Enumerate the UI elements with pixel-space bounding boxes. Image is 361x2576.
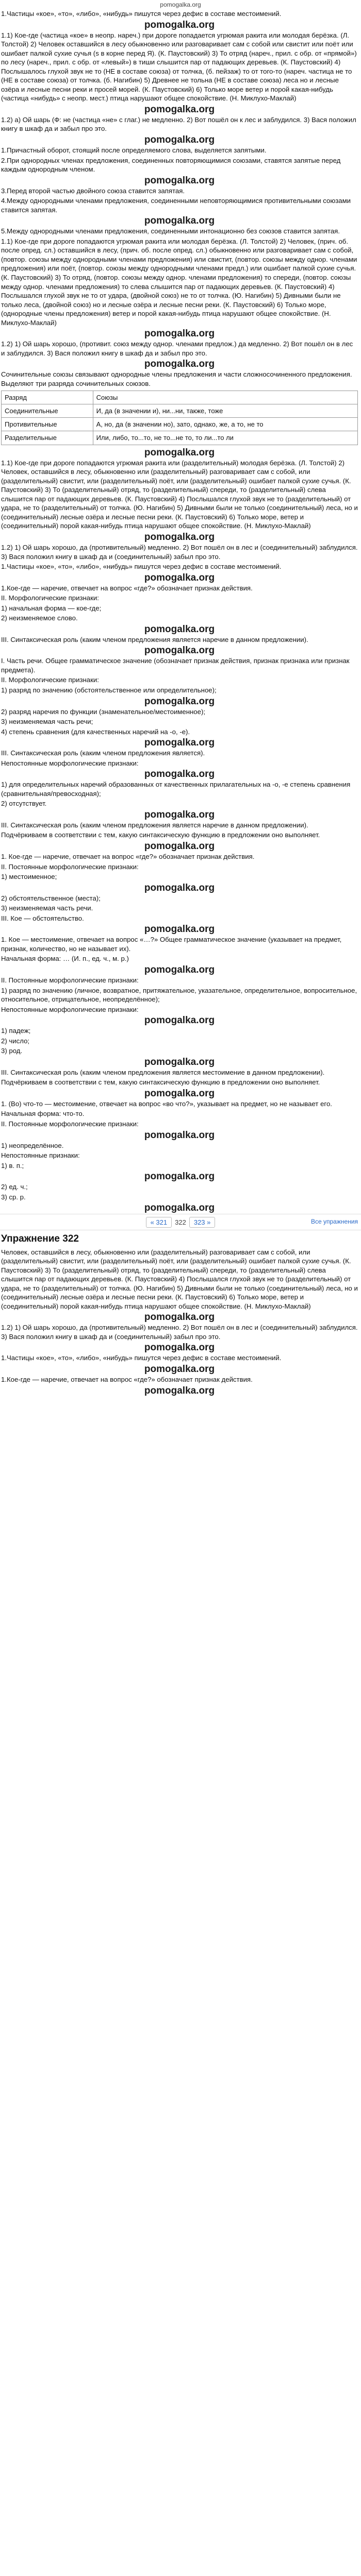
paragraph: 3.Перед второй частью двойного союза ставится запятая. <box>1 187 185 195</box>
table-cell: Соединительные <box>2 404 93 417</box>
paragraph: 2) разряд наречия по функции (знаменательное/местоименное); <box>1 707 205 716</box>
exercise-321 <box>0 9 361 1214</box>
watermark: pomogalka.org <box>144 572 215 583</box>
paragraph: III. Синтаксическая роль (каким членом предложения является местоимение в данном предложении). <box>1 1068 325 1076</box>
all-exercises-link[interactable]: Все упражнения <box>310 1218 358 1226</box>
paragraph: Непостоянные признаки: <box>1 1151 80 1160</box>
table-cell: А, но, да (в значении но), зато, однако, же, а то, не то <box>93 418 357 431</box>
paragraph: 1.1) Кое-где при дороге попадаются угрюмая ракита или (разделительный) молодая берёзка. (Л. Толстой) 2) Человек, оставшийся в лесу, обыкновенно или (разделительный) разговаривает сам с собой, или (разделительный) свистит, или (разделительный) поёт, или (разделительный) ошибает палкой сухие сучья. (К. Паустовский) 3) То (разделительный) отряд, то (разделительный) спереди, то (разделительный) слева слышится пар от падающих деревьев. (К. Паустовский) 4) Послышался глухой звук не то (разделительный) от удара, не то (разделительный) от толчка. (Ю. Нагибин) 5) Дивными были не только (соединительный) леса, но и (соединительный) лесные озёра и лесные песни реки. (К. Паустовский) 6) Только море, ветер и (соединительный) порой какая-нибудь птица нарушают общее спокойствие. (Н. Миклухо-Маклай) <box>1 459 358 530</box>
paragraph: II. Постоянные морфологические признаки: <box>1 1120 139 1128</box>
current-exercise-number: 322 <box>175 1218 186 1226</box>
table-cell: Или, либо, то...то, не то...не то, то ли...то ли <box>93 431 357 445</box>
paragraph: III. Кое — обстоятельство. <box>1 914 84 922</box>
watermark: pomogalka.org <box>144 1312 215 1323</box>
table-row <box>2 418 358 431</box>
paragraph: Сочинительные союзы связывают однородные члены предложения и части сложносочиненного предложения. Выделяют три разряда сочинительных союзов. <box>1 370 352 387</box>
conjunction-table <box>1 391 358 445</box>
table-header-cell: Союзы <box>93 391 357 404</box>
paragraph: 2) ед. ч.; <box>1 1183 28 1191</box>
table-cell: Противительные <box>2 418 93 431</box>
watermark: pomogalka.org <box>144 809 215 820</box>
paragraph: 1.Причастный оборот, стоящий после определяемого слова, выделяется запятыми. <box>1 146 267 155</box>
next-exercise-button[interactable]: 323 » <box>189 1217 216 1228</box>
paragraph: II. Морфологические признаки: <box>1 594 99 602</box>
paragraph: III. Синтаксическая роль (каким членом предложения является наречие в данном предложении). <box>1 635 308 643</box>
table-header-cell: Разряд <box>2 391 93 404</box>
watermark: pomogalka.org <box>144 1171 215 1182</box>
paragraph: 4.Между однородными членами предложения, соединенными неповторяющимися противительными союзами ставится запятая. <box>1 197 351 214</box>
paragraph: 1) разряд по значению (обстоятельственное или определительное); <box>1 686 217 694</box>
paragraph: 1) разряд по значению (личное, возвратное, притяжательное, указательное, определительное, вопросительное, относительное, отрицательное, неопределённое); <box>1 986 357 1004</box>
paragraph: 1) в. п.; <box>1 1161 24 1170</box>
paragraph: 1.2) 1) Ой шарь хорошо, да (противительный) медленно. 2) Вот пошёл он в лес и (соединительный) заблудился. 3) Вася положил книгу в шкаф да и (соединительный) забыл про это. <box>1 544 358 561</box>
paragraph: Начальная форма: … (И. п., ед. ч., м. р.) <box>1 955 129 963</box>
watermark: pomogalka.org <box>144 882 215 893</box>
watermark: pomogalka.org <box>144 532 215 543</box>
exercise-title: Упражнение 322 <box>1 1233 79 1245</box>
watermark: pomogalka.org <box>144 645 215 656</box>
watermark: pomogalka.org <box>144 1385 215 1396</box>
paragraph: I. Часть речи. Общее грамматическое значение (обозначает признак действия, признак признака или признак предмета). <box>1 657 350 674</box>
paragraph: 2) неизменяемое слово. <box>1 614 78 622</box>
watermark: pomogalka.org <box>144 104 215 115</box>
paragraph: 1.Частицы «кое», «то», «либо», «нибудь» пишутся через дефис в составе местоимений. <box>1 10 282 18</box>
paragraph: Непостоянные морфологические признаки: <box>1 1005 139 1013</box>
watermark: pomogalka.org <box>144 134 215 146</box>
paragraph: II. Морфологические признаки: <box>1 676 99 684</box>
watermark: pomogalka.org <box>144 328 215 340</box>
paragraph: 1.2) 1) Ой шарь хорошо, (противит. союз между однор. членами предлож.) да медленно. 2) Вот пошёл он в лес и заблудился. 3) Вася положил книгу в шкаф да и забыл про это. <box>1 340 353 357</box>
watermark: pomogalka.org <box>144 215 215 227</box>
table-header-row <box>2 391 358 404</box>
paragraph: 1.Частицы «кое», «то», «либо», «нибудь» пишутся через дефис в составе местоимений. <box>1 563 282 571</box>
table-cell: И, да (в значении и), ни...ни, также, тоже <box>93 404 357 417</box>
paragraph: Подчёркиваем в соответствии с тем, какую синтаксическую функцию в предложении оно выполняет. <box>1 1078 320 1087</box>
prev-exercise-button[interactable]: « 321 <box>146 1217 172 1228</box>
paragraph: 3) неизменяемая часть речи. <box>1 904 93 912</box>
paragraph: 1.Частицы «кое», «то», «либо», «нибудь» пишутся через дефис в составе местоимений. <box>1 1354 282 1362</box>
paragraph: 1) начальная форма — кое-где; <box>1 604 102 612</box>
paragraph: II. Постоянные морфологические признаки: <box>1 976 139 984</box>
paragraph: 1) для определительных наречий образованных от качественных прилагательных на -о, -е степень сравнения (сравнительная/превосходная); <box>1 781 351 798</box>
paragraph: 1.Кое-где — наречие, отвечает на вопрос «где?» обозначает признак действия. <box>1 1375 253 1383</box>
watermark: pomogalka.org <box>144 1202 215 1214</box>
paragraph: 2) отсутствует. <box>1 800 47 808</box>
paragraph: 2) обстоятельственное (места); <box>1 894 101 902</box>
paragraph: III. Синтаксическая роль (каким членом предложения является). <box>1 749 205 757</box>
watermark: pomogalka.org <box>144 359 215 370</box>
paragraph: Человек, оставшийся в лесу, обыкновенно или (разделительный) разговаривает сам с собой, или (разделительный) свистит, или (разделительный) поёт, или (разделительный) ошибает палкой сухие сучья. (К. Паустовский) 3) То (разделительный) отряд, то (разделительный) спереди, то (разделительный) слева слышится пар от падающих деревьев. (К. Паустовский) 4) Послышался глухой звук не то (разделительный) от удара, не то (разделительный) от толчка. (Ю. Нагибин) 5) Дивными были не только (соединительный) леса, но и (соединительный) лесные озёра и лесные песни реки. (К. Паустовский) 6) Только море, ветер и (соединительный) порой какая-нибудь птица нарушают общее спокойствие. (Н. Миклухо-Маклай) <box>1 1248 358 1310</box>
watermark: pomogalka.org <box>144 964 215 975</box>
paragraph: 1.2) 1) Ой шарь хорошо, да (противительный) медленно. 2) Вот пошёл он в лес и (соединительный) заблудился. 3) Вася положил книгу в шкаф да и (соединительный) забыл про это. <box>1 1324 358 1341</box>
paragraph: 4) степень сравнения (для качественных наречий на -о, -е). <box>1 727 190 736</box>
exercise-pager <box>0 1214 361 1230</box>
paragraph: II. Постоянные морфологические признаки: <box>1 862 139 871</box>
watermark: pomogalka.org <box>144 1056 215 1067</box>
paragraph: 2) число; <box>1 1037 30 1045</box>
paragraph: 5.Между однородными членами предложения, соединенными интонационно без союзов ставится запятая. <box>1 227 340 235</box>
paragraph: 3) неизменяемая часть речи; <box>1 718 93 726</box>
paragraph: 1. Кое-где — наречие, отвечает на вопрос «где?» обозначает признак действия. <box>1 853 255 861</box>
watermark: pomogalka.org <box>144 1129 215 1141</box>
watermark: pomogalka.org <box>144 1342 215 1353</box>
watermark: pomogalka.org <box>144 623 215 635</box>
paragraph: 2.При однородных членах предложения, соединенных повторяющимися союзами, ставятся запятые перед каждым однородным членом. <box>1 156 341 174</box>
paragraph: 3) род. <box>1 1047 23 1055</box>
paragraph: 1) неопределённое. <box>1 1141 64 1149</box>
paragraph: III. Синтаксическая роль (каким членом предложения является наречие в данном предложении). <box>1 821 308 829</box>
table-cell: Разделительные <box>2 431 93 445</box>
paragraph: 1) падеж; <box>1 1027 31 1035</box>
watermark: pomogalka.org <box>144 841 215 852</box>
paragraph: 1. Кое — местоимение, отвечает на вопрос «…?» Общее грамматическое значение (указывает на предмет, признак, количество, но не называет их). <box>1 936 342 953</box>
watermark: pomogalka.org <box>144 447 215 458</box>
paragraph: Начальная форма: что-то. <box>1 1110 85 1118</box>
table-row <box>2 431 358 445</box>
paragraph: 1.2) а) Ой шарь (Ф: не (частица «не» с глаг.) не медленно. 2) Вот пошёл он к лес и заблудился. 3) Вася положил книгу в шкаф да и забыл про это. <box>1 115 356 133</box>
paragraph: 1.Кое-где — наречие, отвечает на вопрос «где?» обозначает признак действия. <box>1 584 253 592</box>
watermark: pomogalka.org <box>144 1363 215 1375</box>
watermark: pomogalka.org <box>144 769 215 780</box>
paragraph: 1.1) Кое-где (частица «кое» в неопр. нареч.) при дороге попадается угрюмая ракита или молодая берёзка. (Л. Толстой) 2) Человек оставшийся в лесу обыкновенно или разговаривает сам с собой или свистит или поёт или ошибает палкой сухие сучья (s в корне перед Я). (К. Паустовский) 3) То отряд (нареч., прил. с обр. от «прямой») по лесу (нареч., прил. с обр. от «левый») в тиши слышится пар от падающих деревьев. (К. Паустовский) 4) Послышалось глухой звук не то (НЕ в составе союза) от толчка, (б. пейзаж) то от того-то (нареч. частица не то (НЕ в составе союза) от толчка. (б. Нагибин) 5) Древнее не тольна (НЕ в составе союза) леса но и лесные озёра и лесные песни реки и просей морей. (К. Паустовский) 6) Только море ветер и порой какая-нибудь (частица «нибудь» с неопр. мест.) птица нарушают общее спокойствие. (Н. Миклухо-Маклай) <box>1 31 357 103</box>
table-row <box>2 404 358 417</box>
watermark: pomogalka.org <box>144 737 215 749</box>
paragraph: 1.1) Кое-где при дороге попадаются угрюмая ракита или молодая берёзка. (Л. Толстой) 2) Человек, (прич. об. после опред. сл.) оставшийся в лесу, (прич. об. после опред. сл.) обыкновенно или разговаривает сам с собой, (повтор. союзы между однородными членами предложения) или свистит, (повтор. союзы между однор. членами предложения) или поёт, (повтор. союзы между однородными членами предл.) или ошибает палкой сухие сучья. (К. Паустовский) 3) То отряд, (повтор. союзы между однор. членами предложения) то спереди, (повтор. союзы между однор. членами предложения) то слева слышится пар от падающих деревьев. (К. Паустовский) 4) Послышался глухой звук не то от удара, (двойной союз) не то от толчка. (Ю. Нагибин) 5) Дивными были не только леса, (двойной союз) но и лесные озёра и лесные песни реки. (К. Паустовский) 6) Только море, (однородные члены предложения) ветер и порой какая-нибудь птица нарушают общее спокойствие. (Н. Миклухо-Маклай) <box>1 237 357 327</box>
paragraph: 1. (Во) что-то — местоимение, отвечает на вопрос «во что?», указывает на предмет, но не называет его. <box>1 1099 332 1108</box>
watermark: pomogalka.org <box>144 1015 215 1026</box>
paragraph: Подчёркиваем в соответствии с тем, какую синтаксическую функцию в предложении оно выполняет. <box>1 831 320 839</box>
exercise-322 <box>0 1232 361 1396</box>
watermark: pomogalka.org <box>144 19 215 30</box>
paragraph: Непостоянные морфологические признаки: <box>1 759 139 767</box>
watermark: pomogalka.org <box>144 696 215 707</box>
paragraph: 1) местоименное; <box>1 873 57 881</box>
watermark: pomogalka.org <box>144 1088 215 1099</box>
watermark: pomogalka.org <box>144 924 215 935</box>
paragraph: 3) ср. р. <box>1 1193 26 1201</box>
watermark: pomogalka.org <box>144 175 215 186</box>
site-url[interactable]: pomogalka.org <box>160 1 201 8</box>
